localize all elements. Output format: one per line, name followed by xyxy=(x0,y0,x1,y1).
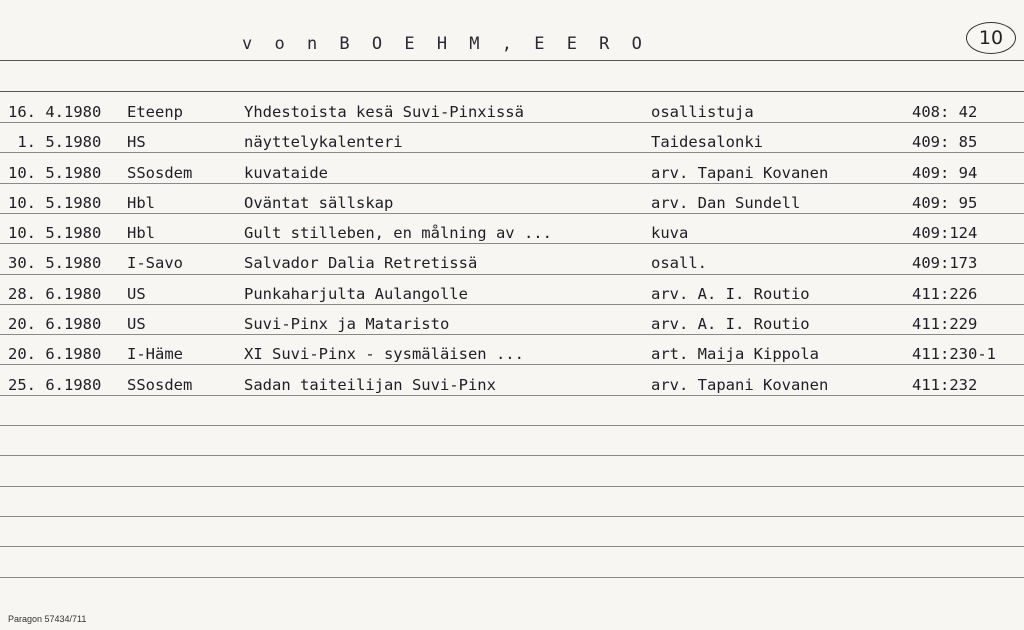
ruled-line xyxy=(0,425,1024,426)
entry-source: Hbl xyxy=(127,193,155,212)
printer-imprint: Paragon 57434/711 xyxy=(8,614,87,624)
entry-row xyxy=(0,190,1024,220)
entry-note: art. Maija Kippola xyxy=(651,345,819,364)
entry-source: Eteenp xyxy=(127,103,183,121)
entry-source: Hbl xyxy=(127,224,155,243)
entry-reference: 409: 94 xyxy=(912,163,978,182)
entry-note: arv. A. I. Routio xyxy=(651,315,810,334)
ruled-line xyxy=(0,455,1024,456)
card-heading: v o n B O E H M , E E R O xyxy=(242,34,648,54)
entry-date: 10. 5.1980 xyxy=(8,193,102,212)
entry-row xyxy=(0,341,1024,371)
entry-reference: 411:229 xyxy=(912,315,978,334)
entry-row xyxy=(0,129,1024,159)
entry-note: osallistuja xyxy=(651,103,754,121)
entry-reference: 409: 95 xyxy=(912,193,978,212)
ruled-line xyxy=(0,60,1024,61)
entry-note: arv. Tapani Kovanen xyxy=(651,375,829,394)
entry-date: 16. 4.1980 xyxy=(8,103,102,121)
ruled-line xyxy=(0,577,1024,578)
entry-source: SSosdem xyxy=(127,375,193,394)
ruled-line xyxy=(0,486,1024,487)
entry-source: SSosdem xyxy=(127,163,193,182)
entry-date: 20. 6.1980 xyxy=(8,315,102,334)
entry-source: US xyxy=(127,315,146,334)
entry-note: arv. Dan Sundell xyxy=(651,193,801,212)
entry-date: 30. 5.1980 xyxy=(8,254,102,273)
entry-source: US xyxy=(127,284,146,303)
entry-title: XI Suvi-Pinx - sysmäläisen ... xyxy=(244,345,524,364)
entry-source: HS xyxy=(127,133,146,152)
entry-title: Punkaharjulta Aulangolle xyxy=(244,284,468,303)
card-number-circle: 10 xyxy=(966,22,1016,54)
entry-reference: 408: 42 xyxy=(912,103,978,121)
entry-title: Sadan taiteilijan Suvi-Pinx xyxy=(244,375,496,394)
entry-title: näyttelykalenteri xyxy=(244,133,403,152)
ruled-line xyxy=(0,91,1024,92)
entry-date: 1. 5.1980 xyxy=(8,133,102,152)
entry-title: Salvador Dalia Retretissä xyxy=(244,254,478,273)
entry-row xyxy=(0,250,1024,280)
entry-row xyxy=(0,281,1024,311)
entry-date: 20. 6.1980 xyxy=(8,345,102,364)
entry-title: kuvataide xyxy=(244,163,328,182)
entry-date: 28. 6.1980 xyxy=(8,284,102,303)
entry-title: Suvi-Pinx ja Mataristo xyxy=(244,315,450,334)
entry-reference: 411:226 xyxy=(912,284,978,303)
entry-title: Oväntat sällskap xyxy=(244,193,394,212)
entry-title: Gult stilleben, en målning av ... xyxy=(244,224,552,243)
entry-note: Taidesalonki xyxy=(651,133,763,152)
entry-row xyxy=(0,311,1024,341)
entry-row xyxy=(0,220,1024,250)
ruled-line xyxy=(0,546,1024,547)
entry-row xyxy=(0,372,1024,402)
entry-reference: 409: 85 xyxy=(912,133,978,152)
entry-note: kuva xyxy=(651,224,689,243)
entry-source: I-Savo xyxy=(127,254,183,273)
entry-source: I-Häme xyxy=(127,345,183,364)
entry-reference: 411:232 xyxy=(912,375,978,394)
ruled-line xyxy=(0,516,1024,517)
entry-reference: 411:230-1 xyxy=(912,345,996,364)
entry-date: 10. 5.1980 xyxy=(8,224,102,243)
entry-reference: 409:124 xyxy=(912,224,978,243)
entry-title: Yhdestoista kesä Suvi-Pinxissä xyxy=(244,103,524,121)
entry-list xyxy=(0,99,1024,402)
entry-note: arv. Tapani Kovanen xyxy=(651,163,829,182)
entry-date: 10. 5.1980 xyxy=(8,163,102,182)
entry-row xyxy=(0,160,1024,190)
entry-row xyxy=(0,99,1024,129)
entry-note: arv. A. I. Routio xyxy=(651,284,810,303)
entry-note: osall. xyxy=(651,254,707,273)
entry-date: 25. 6.1980 xyxy=(8,375,102,394)
entry-reference: 409:173 xyxy=(912,254,978,273)
